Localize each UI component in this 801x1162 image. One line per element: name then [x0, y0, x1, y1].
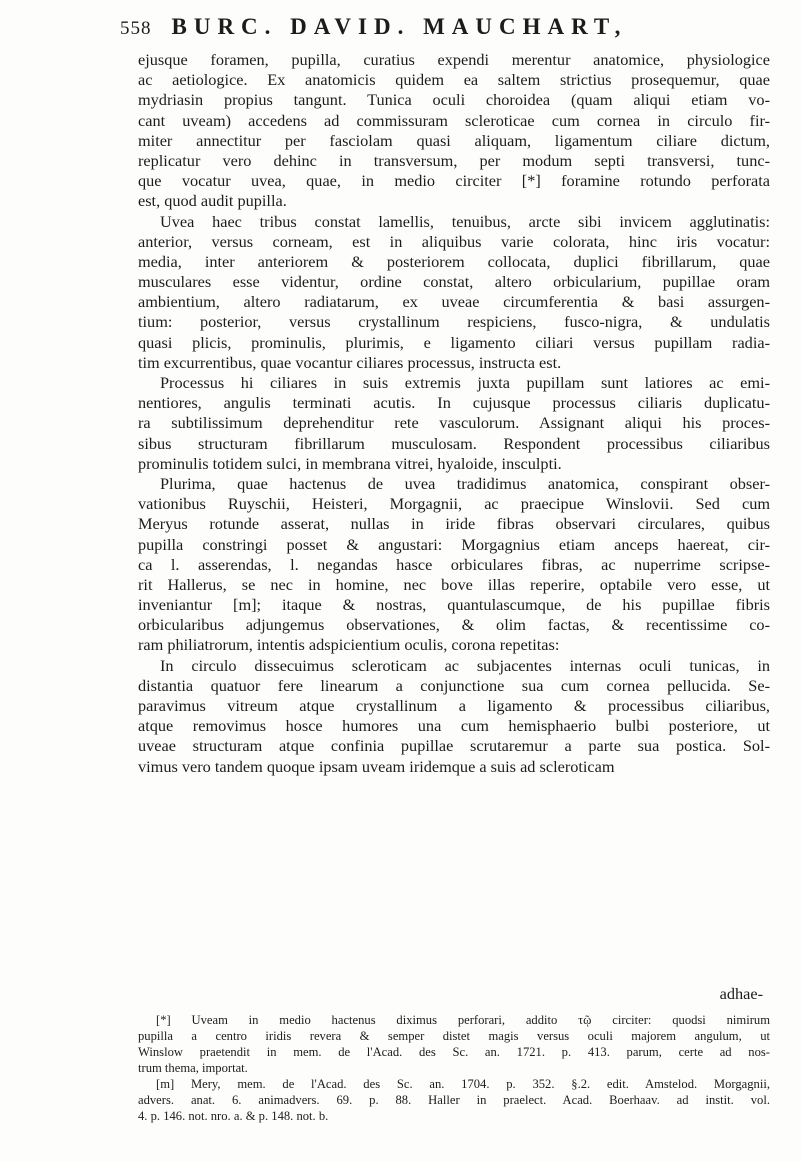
page-number: 558	[120, 18, 152, 39]
text-line: tium: posterior, versus crystallinum respiciens, fusco-nigra, & undulatis	[138, 312, 770, 332]
text-line: cant uveam) accedens ad commissuram scleroticae cum cornea in circulo fir-	[138, 110, 770, 130]
footnote-line: advers. anat. 6. animadvers. 69. p. 88. Haller in praelect. Acad. Boerhaav. ad instit. vol.	[138, 1093, 770, 1107]
footnote-line: [*] Uveam in medio hactenus diximus perforari, addito τῷ circiter: quodsi nimirum	[156, 1013, 770, 1027]
catchword: adhae-	[719, 984, 763, 1003]
text-line: rit Hallerus, se nec in homine, nec bove illas reperire, optabile vero esse, ut	[138, 574, 770, 594]
footnotes	[138, 1012, 770, 1124]
text-line: In circulo dissecuimus scleroticam ac subjacentes internas oculi tunicas, in	[160, 655, 770, 675]
footnote-line: trum thema, importat.	[138, 1061, 248, 1075]
text-line: Processus hi ciliares in suis extremis juxta pupillam sunt latiores ac emi-	[160, 373, 770, 392]
text-line: atque removimus hosce humores una cum hemisphaerio bulbi posteriore, ut	[138, 716, 770, 736]
text-line: prominulis totidem sulci, in membrana vitrei, hyaloide, insculpti.	[138, 453, 562, 473]
running-head: BURC. DAVID. MAUCHART,	[171, 14, 628, 39]
text-line: ambientium, altero radiatarum, ex uveae circumferentia & basi assurgen-	[138, 292, 770, 312]
text-line: est, quod audit pupilla.	[138, 191, 287, 211]
text-line: miter annectitur per fasciolam quasi aliquam, ligamentum ciliare dictum,	[138, 130, 770, 150]
text-line: vationibus Ruyschii, Heisteri, Morgagnii, ac praecipue Winslovii. Sed cum	[138, 494, 770, 514]
text-line: Uvea haec tribus constat lamellis, tenuibus, arcte sibi invicem agglutinatis:	[160, 211, 770, 231]
footnote-line: pupilla a centro iridis revera & semper distet magis versus oculi majorem angulum, ut	[138, 1029, 770, 1043]
text-line: sibus structuram fibrillarum musculosam. Respondent processibus ciliaribus	[138, 433, 770, 453]
text-line: orbicularibus adjungemus observationes, & olim factas, & recentissime co-	[138, 615, 770, 635]
text-line: nentiores, angulis terminati acutis. In cujusque processus ciliaris duplicatu-	[138, 393, 770, 413]
text-line: uveae structuram atque confinia pupillae scrutaremur a parte sua postica. Sol-	[138, 736, 770, 756]
text-line: mydriasin propius tangunt. Tunica oculi choroidea (quam aliqui etiam vo-	[138, 90, 770, 110]
text-line: tim excurrentibus, quae vocantur ciliares processus, instructa est.	[138, 352, 562, 372]
text-line: quasi plicis, prominulis, plurimis, e ligamento ciliari versus pupillam radia-	[138, 332, 770, 352]
text-line: inveniantur [m]; itaque & nostras, quantulascumque, de his pupillae fibris	[138, 595, 770, 615]
text-line: vimus vero tandem quoque ipsam uveam iridemque a suis ad scleroticam	[138, 756, 615, 776]
footnote-line: 4. p. 146. not. nro. a. & p. 148. not. b.	[138, 1109, 329, 1123]
text-line: Meryus rotunde asserat, nullas in iride fibras observari circulares, quibus	[138, 514, 770, 534]
footnote-line: [m] Mery, mem. de l'Acad. des Sc. an. 1704. p. 352. §.2. edit. Amstelod. Morgagnii,	[156, 1077, 770, 1091]
text-line: distantia quatuor fere linearum a conjunctione sua cum cornea pellucida. Se-	[138, 675, 770, 695]
main-text	[138, 50, 770, 777]
text-line: ram philiatrorum, intentis adspicientium oculis, corona repetitas:	[138, 635, 560, 655]
text-line: musculares esse videntur, ordine constat, altero orbicularium, pupillae oram	[138, 272, 770, 292]
text-line: que vocatur uvea, quae, in medio circiter [*] foramine rotundo perforata	[138, 171, 770, 191]
text-line: anterior, versus corneam, est in aliquibus varie colorata, hinc iris vocatur:	[138, 231, 770, 251]
text-line: paravimus vitreum atque crystallinum a ligamento & processibus ciliaribus,	[138, 696, 770, 715]
footnote-line: Winslow praetendit in mem. de l'Acad. des Sc. an. 1721. p. 413. parum, certe ad nos-	[138, 1045, 770, 1059]
text-line: Plurima, quae hactenus de uvea tradidimus anatomica, conspirant obser-	[160, 473, 770, 493]
text-line: ejusque foramen, pupilla, curatius expendi merentur anatomice, physiologice	[138, 50, 770, 69]
page-header	[120, 14, 760, 48]
text-line: pupilla constringi posset & angustari: Morgagnius etiam anceps haereat, cir-	[138, 534, 770, 554]
text-line: replicatur vero dehinc in transversum, per modum septi transversi, tunc-	[138, 150, 770, 170]
text-line: media, inter anteriorem & posteriorem collocata, duplici fibrillarum, quae	[138, 251, 770, 271]
text-line: ac aetiologice. Ex anatomicis quidem ea saltem strictius prosequemur, quae	[138, 70, 770, 90]
text-line: ra subtilissimum deprehenditur rete vasculorum. Assignant aliqui his proces-	[138, 413, 770, 433]
text-line: ca l. asserendas, l. negandas hasce orbiculares fibras, ac nuperrime scripse-	[138, 554, 770, 574]
